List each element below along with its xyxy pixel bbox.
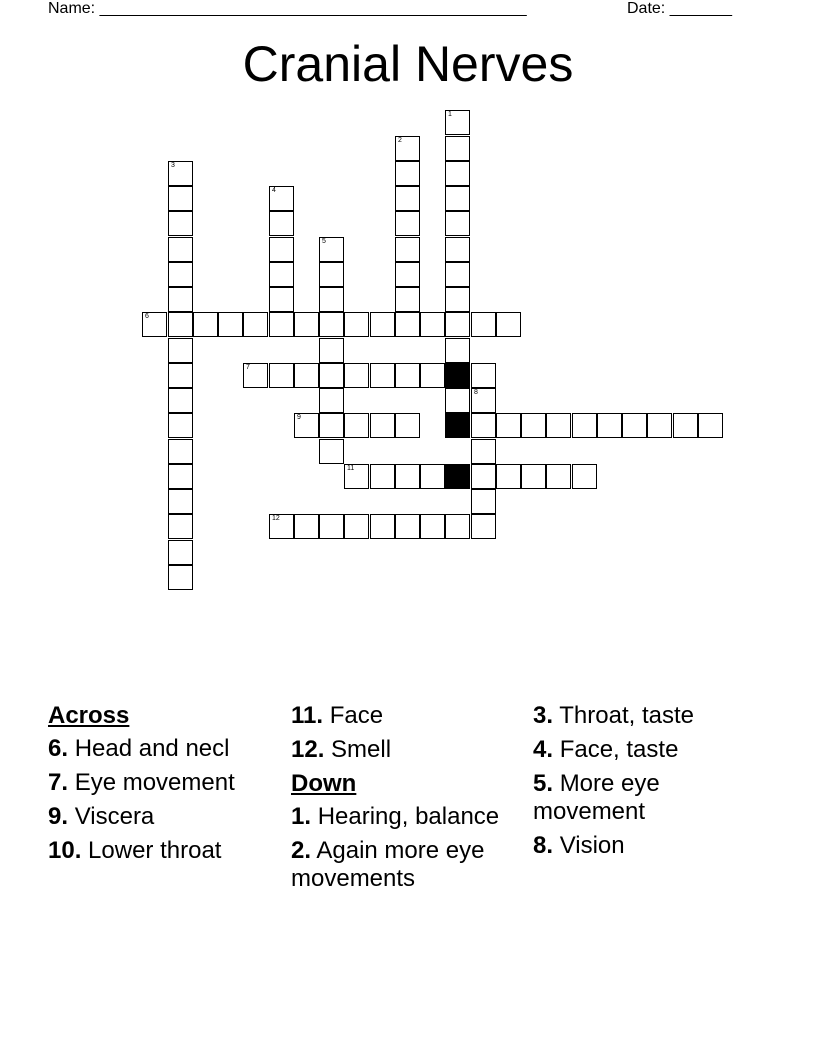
grid-cell[interactable] — [319, 312, 344, 337]
grid-cell[interactable] — [445, 186, 470, 211]
grid-cell[interactable] — [319, 514, 344, 539]
grid-cell[interactable] — [471, 363, 496, 388]
grid-cell[interactable] — [269, 287, 294, 312]
grid-cell[interactable] — [168, 186, 193, 211]
grid-cell[interactable] — [445, 514, 470, 539]
grid-cell[interactable] — [269, 514, 294, 539]
down-heading: Down — [291, 770, 357, 797]
grid-cell[interactable] — [168, 565, 193, 590]
grid-cell[interactable] — [243, 312, 268, 337]
grid-cell[interactable] — [168, 489, 193, 514]
grid-cell[interactable] — [269, 186, 294, 211]
grid-cell[interactable] — [269, 211, 294, 236]
grid-cell[interactable] — [546, 413, 571, 438]
grid-cell[interactable] — [370, 312, 395, 337]
grid-cell[interactable] — [168, 464, 193, 489]
cell-number: 2 — [398, 137, 402, 144]
grid-cell[interactable] — [420, 363, 445, 388]
black-cell — [445, 413, 470, 438]
grid-cell[interactable] — [471, 388, 496, 413]
clue-across-6: 6. Head and necl — [48, 735, 230, 762]
grid-cell[interactable] — [269, 262, 294, 287]
grid-cell[interactable] — [168, 287, 193, 312]
name-field-label: Name: ________________________________________________ — [48, 0, 527, 17]
grid-cell[interactable] — [496, 413, 521, 438]
grid-cell[interactable] — [445, 262, 470, 287]
grid-cell[interactable] — [471, 514, 496, 539]
grid-cell[interactable] — [168, 413, 193, 438]
grid-cell[interactable] — [344, 413, 369, 438]
grid-cell[interactable] — [420, 464, 445, 489]
grid-cell[interactable] — [445, 338, 470, 363]
grid-cell[interactable] — [294, 514, 319, 539]
date-field-label: Date: _______ — [627, 0, 732, 17]
grid-cell[interactable] — [395, 262, 420, 287]
grid-cell[interactable] — [521, 413, 546, 438]
grid-cell[interactable] — [243, 363, 268, 388]
grid-cell[interactable] — [445, 237, 470, 262]
grid-cell[interactable] — [168, 388, 193, 413]
clue-across-11: 11. Face — [291, 702, 384, 729]
grid-cell[interactable] — [319, 439, 344, 464]
grid-cell[interactable] — [344, 514, 369, 539]
black-cell — [445, 464, 470, 489]
grid-cell[interactable] — [319, 262, 344, 287]
grid-cell[interactable] — [142, 312, 167, 337]
clue-column-3 — [533, 702, 768, 866]
grid-cell[interactable] — [521, 464, 546, 489]
clue-down-2: 2. Again more eye movements — [291, 837, 485, 892]
grid-cell[interactable] — [218, 312, 243, 337]
grid-cell[interactable] — [319, 363, 344, 388]
grid-cell[interactable] — [395, 464, 420, 489]
grid-cell[interactable] — [319, 388, 344, 413]
clue-down-3: 3. Throat, taste — [533, 702, 694, 729]
grid-cell[interactable] — [395, 514, 420, 539]
grid-cell[interactable] — [395, 312, 420, 337]
cell-number: 9 — [297, 414, 301, 421]
grid-cell[interactable] — [395, 161, 420, 186]
cell-number: 4 — [272, 187, 276, 194]
grid-cell[interactable] — [445, 211, 470, 236]
grid-cell[interactable] — [597, 413, 622, 438]
grid-cell[interactable] — [395, 211, 420, 236]
cell-number: 11 — [347, 465, 355, 472]
grid-cell[interactable] — [168, 211, 193, 236]
grid-cell[interactable] — [395, 287, 420, 312]
grid-cell[interactable] — [168, 262, 193, 287]
grid-cell[interactable] — [370, 514, 395, 539]
grid-cell[interactable] — [471, 312, 496, 337]
grid-cell[interactable] — [344, 464, 369, 489]
grid-cell[interactable] — [168, 439, 193, 464]
grid-cell[interactable] — [168, 363, 193, 388]
grid-cell[interactable] — [168, 237, 193, 262]
grid-cell[interactable] — [445, 110, 470, 135]
page-title: Cranial Nerves — [242, 36, 574, 92]
cell-number: 3 — [171, 162, 175, 169]
cell-number: 7 — [246, 364, 250, 371]
grid-cell[interactable] — [445, 388, 470, 413]
grid-cell[interactable] — [395, 413, 420, 438]
grid-cell[interactable] — [344, 312, 369, 337]
grid-cell[interactable] — [445, 312, 470, 337]
cell-number: 8 — [474, 389, 478, 396]
grid-cell[interactable] — [168, 312, 193, 337]
grid-cell[interactable] — [496, 464, 521, 489]
grid-cell[interactable] — [269, 363, 294, 388]
grid-cell[interactable] — [698, 413, 723, 438]
across-heading: Across — [48, 702, 130, 729]
grid-cell[interactable] — [168, 540, 193, 565]
grid-cell[interactable] — [622, 413, 647, 438]
grid-cell[interactable] — [420, 514, 445, 539]
grid-cell[interactable] — [471, 464, 496, 489]
grid-cell[interactable] — [496, 312, 521, 337]
cell-number: 12 — [272, 515, 280, 522]
grid-cell[interactable] — [319, 287, 344, 312]
grid-cell[interactable] — [294, 312, 319, 337]
cell-number: 6 — [145, 313, 149, 320]
clue-across-10: 10. Lower throat — [48, 837, 222, 864]
grid-cell[interactable] — [647, 413, 672, 438]
grid-cell[interactable] — [193, 312, 218, 337]
grid-cell[interactable] — [445, 161, 470, 186]
clue-column-2 — [291, 702, 526, 899]
grid-cell[interactable] — [395, 363, 420, 388]
cell-number: 5 — [322, 238, 326, 245]
grid-cell[interactable] — [370, 464, 395, 489]
grid-cell[interactable] — [471, 439, 496, 464]
grid-cell[interactable] — [319, 413, 344, 438]
grid-cell[interactable] — [370, 363, 395, 388]
grid-cell[interactable] — [546, 464, 571, 489]
clue-across-7: 7. Eye movement — [48, 769, 235, 796]
grid-cell[interactable] — [445, 287, 470, 312]
grid-cell[interactable] — [445, 136, 470, 161]
grid-cell[interactable] — [269, 237, 294, 262]
grid-cell[interactable] — [395, 136, 420, 161]
grid-cell[interactable] — [471, 489, 496, 514]
grid-cell[interactable] — [673, 413, 698, 438]
grid-cell[interactable] — [572, 464, 597, 489]
clue-column-1 — [48, 702, 283, 871]
black-cell — [445, 363, 470, 388]
grid-cell[interactable] — [269, 312, 294, 337]
clue-across-9: 9. Viscera — [48, 803, 155, 830]
grid-cell[interactable] — [572, 413, 597, 438]
clue-across-12: 12. Smell — [291, 736, 392, 763]
cell-number: 1 — [448, 111, 452, 118]
clue-down-1: 1. Hearing, balance — [291, 803, 500, 830]
grid-cell[interactable] — [344, 363, 369, 388]
grid-cell[interactable] — [168, 338, 193, 363]
grid-cell[interactable] — [294, 413, 319, 438]
grid-cell[interactable] — [294, 363, 319, 388]
clue-down-5: 5. More eye movement — [533, 770, 660, 825]
clue-down-8: 8. Vision — [533, 832, 625, 859]
clue-down-4: 4. Face, taste — [533, 736, 679, 763]
grid-cell[interactable] — [395, 186, 420, 211]
grid-cell[interactable] — [471, 413, 496, 438]
grid-cell[interactable] — [395, 237, 420, 262]
grid-cell[interactable] — [319, 237, 344, 262]
grid-cell[interactable] — [420, 312, 445, 337]
grid-cell[interactable] — [168, 514, 193, 539]
grid-cell[interactable] — [319, 338, 344, 363]
grid-cell[interactable] — [370, 413, 395, 438]
grid-cell[interactable] — [168, 161, 193, 186]
